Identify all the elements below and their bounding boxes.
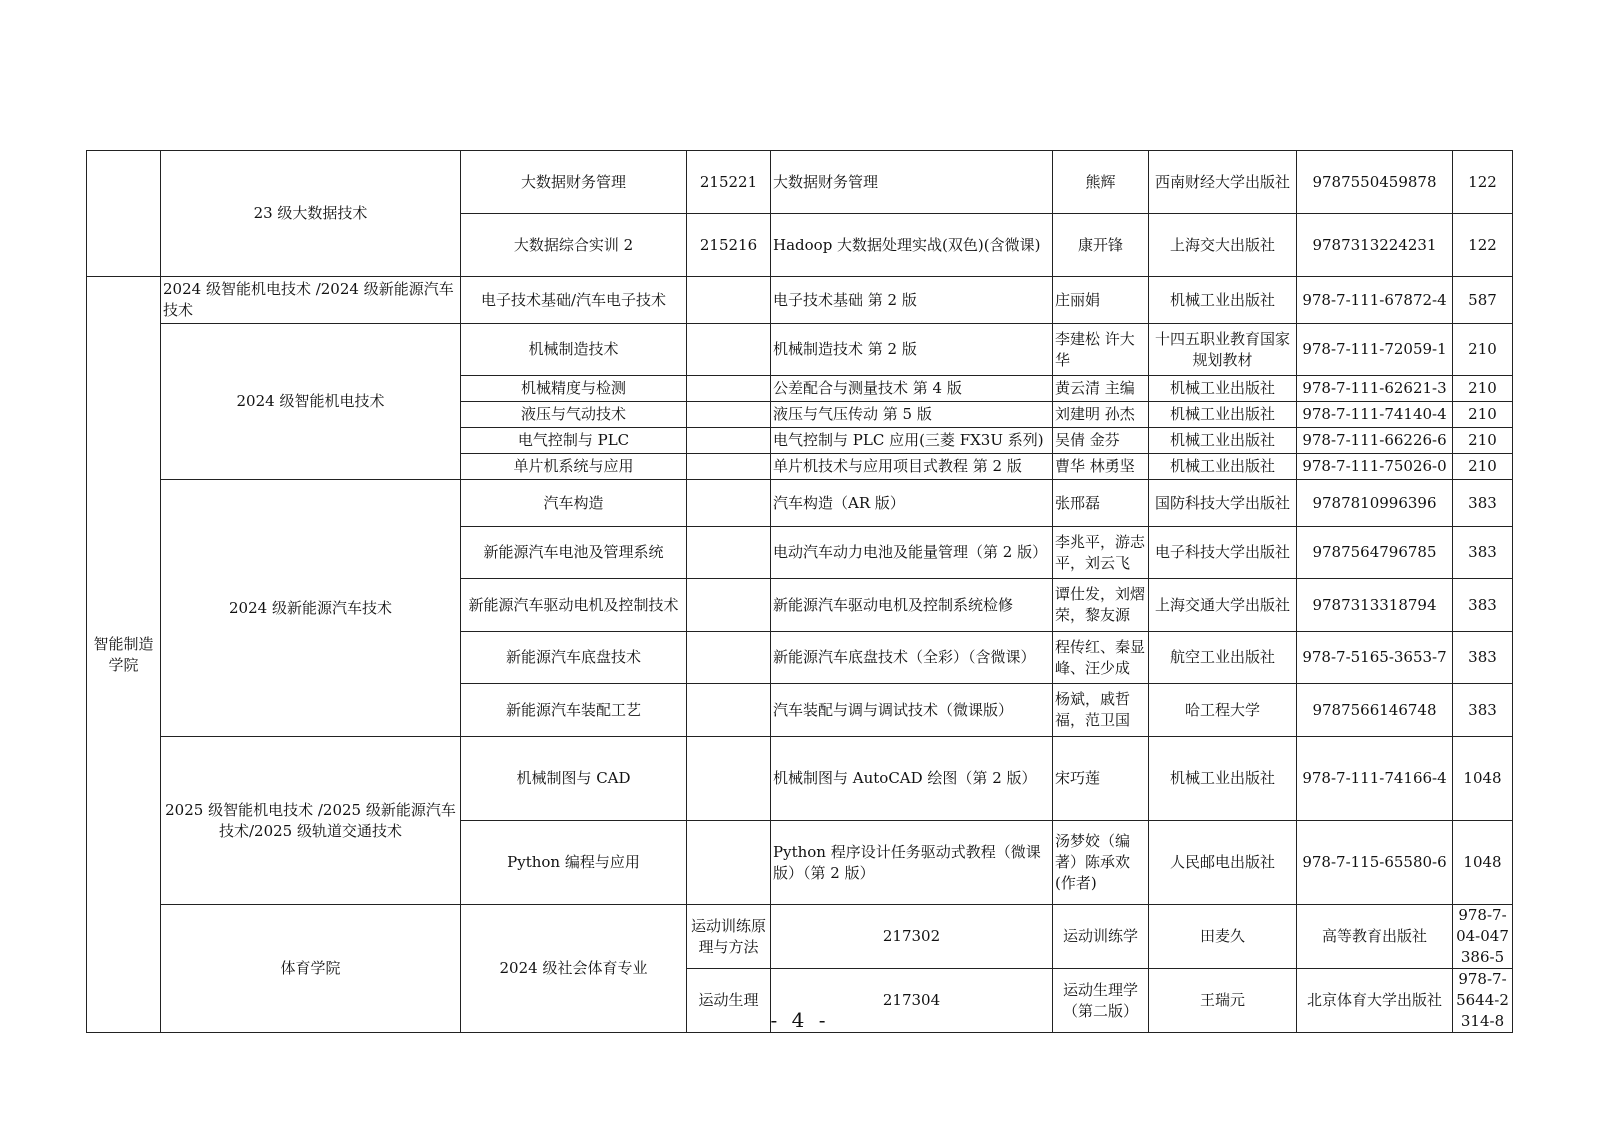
author-cell: 田麦久 [1149,905,1297,969]
quantity-cell: 210 [1453,324,1513,376]
publisher-cell: 上海交大出版社 [1149,214,1297,277]
course-code-cell [687,480,771,527]
textbook-cell: Hadoop 大数据处理实战(双色)(含微课) [771,214,1053,277]
publisher-cell: 电子科技大学出版社 [1149,527,1297,579]
major-cell: 23 级大数据技术 [161,151,461,277]
textbook-cell: 新能源汽车驱动电机及控制系统检修 [771,579,1053,632]
quantity-cell: 1048 [1453,821,1513,905]
author-cell: 黄云清 主编 [1053,376,1149,402]
table-row [87,480,1513,527]
course-cell: 新能源汽车底盘技术 [461,632,687,684]
course-code-cell [687,428,771,454]
author-cell: 汤梦姣（编著）陈承欢(作者) [1053,821,1149,905]
quantity-cell: 122 [1453,151,1513,214]
major-cell: 2024 级社会体育专业 [461,905,687,1033]
publisher-cell: 西南财经大学出版社 [1149,151,1297,214]
publisher-cell: 高等教育出版社 [1297,905,1453,969]
isbn-cell: 978-7-111-75026-0 [1297,454,1453,480]
table-row [87,905,1513,969]
isbn-cell: 9787313318794 [1297,579,1453,632]
publisher-cell: 机械工业出版社 [1149,428,1297,454]
author-cell: 刘建明 孙杰 [1053,402,1149,428]
isbn-cell: 978-7-5644-2314-8 [1453,969,1513,1033]
course-cell: 大数据综合实训 2 [461,214,687,277]
course-cell: 机械制图与 CAD [461,737,687,821]
quantity-cell: 383 [1453,579,1513,632]
textbook-cell: 运动生理学（第二版） [1053,969,1149,1033]
textbook-cell: 新能源汽车底盘技术（全彩）（含微课） [771,632,1053,684]
course-cell: 机械精度与检测 [461,376,687,402]
publisher-cell: 哈工程大学 [1149,684,1297,737]
author-cell: 程传红、秦显峰、汪少成 [1053,632,1149,684]
quantity-cell: 587 [1453,277,1513,324]
quantity-cell: 383 [1453,527,1513,579]
course-code-cell [687,402,771,428]
course-cell: 电子技术基础/汽车电子技术 [461,277,687,324]
textbook-cell: 公差配合与测量技术 第 4 版 [771,376,1053,402]
textbook-cell: 汽车构造（AR 版） [771,480,1053,527]
textbook-cell: 单片机技术与应用项目式教程 第 2 版 [771,454,1053,480]
quantity-cell: 1048 [1453,737,1513,821]
course-code-cell [687,821,771,905]
quantity-cell: 383 [1453,684,1513,737]
course-code-cell [687,376,771,402]
table-row [87,737,1513,821]
isbn-cell: 978-7-111-74166-4 [1297,737,1453,821]
course-cell: 液压与气动技术 [461,402,687,428]
quantity-cell: 122 [1453,214,1513,277]
author-cell: 曹华 林勇坚 [1053,454,1149,480]
quantity-cell: 210 [1453,402,1513,428]
quantity-cell: 210 [1453,428,1513,454]
publisher-cell: 航空工业出版社 [1149,632,1297,684]
course-code-cell [687,454,771,480]
textbook-cell: 机械制图与 AutoCAD 绘图（第 2 版） [771,737,1053,821]
isbn-cell: 978-7-111-72059-1 [1297,324,1453,376]
author-cell: 康开锋 [1053,214,1149,277]
course-code-cell [687,737,771,821]
table-row [87,277,1513,324]
course-cell: 新能源汽车驱动电机及控制技术 [461,579,687,632]
publisher-cell: 机械工业出版社 [1149,454,1297,480]
publisher-cell: 机械工业出版社 [1149,402,1297,428]
textbook-cell: Python 程序设计任务驱动式教程（微课版）（第 2 版） [771,821,1053,905]
major-cell: 2024 级智能机电技术 /2024 级新能源汽车技术 [161,277,461,324]
publisher-cell: 机械工业出版社 [1149,277,1297,324]
table-row [87,151,1513,214]
author-cell: 熊辉 [1053,151,1149,214]
course-code-cell: 217302 [771,905,1053,969]
course-cell: 新能源汽车电池及管理系统 [461,527,687,579]
textbook-cell: 运动训练学 [1053,905,1149,969]
course-cell: Python 编程与应用 [461,821,687,905]
textbook-cell: 大数据财务管理 [771,151,1053,214]
course-cell: 单片机系统与应用 [461,454,687,480]
isbn-cell: 9787550459878 [1297,151,1453,214]
isbn-cell: 978-7-111-66226-6 [1297,428,1453,454]
quantity-cell: 383 [1453,632,1513,684]
course-code-cell [687,632,771,684]
course-code-cell: 215216 [687,214,771,277]
author-cell: 庄丽娟 [1053,277,1149,324]
course-code-cell [687,324,771,376]
college-cell [87,151,161,277]
course-code-cell: 215221 [687,151,771,214]
publisher-cell: 上海交通大学出版社 [1149,579,1297,632]
isbn-cell: 978-7-111-67872-4 [1297,277,1453,324]
publisher-cell: 北京体育大学出版社 [1297,969,1453,1033]
author-cell: 谭仕发，刘熠荣，黎友源 [1053,579,1149,632]
course-cell: 新能源汽车装配工艺 [461,684,687,737]
publisher-cell: 机械工业出版社 [1149,376,1297,402]
course-code-cell [687,684,771,737]
major-cell: 2025 级智能机电技术 /2025 级新能源汽车技术/2025 级轨道交通技术 [161,737,461,905]
course-code-cell: 217304 [771,969,1053,1033]
major-cell: 2024 级新能源汽车技术 [161,480,461,737]
author-cell: 王瑞元 [1149,969,1297,1033]
textbook-cell: 电子技术基础 第 2 版 [771,277,1053,324]
author-cell: 张邢磊 [1053,480,1149,527]
isbn-cell: 978-7-5165-3653-7 [1297,632,1453,684]
table-row [87,324,1513,376]
author-cell: 杨斌，戚哲福，范卫国 [1053,684,1149,737]
author-cell: 李兆平，游志平，刘云飞 [1053,527,1149,579]
course-code-cell [687,527,771,579]
quantity-cell: 383 [1453,480,1513,527]
course-cell: 大数据财务管理 [461,151,687,214]
quantity-cell: 210 [1453,454,1513,480]
major-cell: 2024 级智能机电技术 [161,324,461,480]
isbn-cell: 978-7-111-74140-4 [1297,402,1453,428]
isbn-cell: 9787566146748 [1297,684,1453,737]
publisher-cell: 国防科技大学出版社 [1149,480,1297,527]
author-cell: 李建松 许大华 [1053,324,1149,376]
textbook-cell: 机械制造技术 第 2 版 [771,324,1053,376]
quantity-cell: 210 [1453,376,1513,402]
page-number: - 4 - [770,1008,830,1032]
course-cell: 运动训练原理与方法 [687,905,771,969]
course-cell: 运动生理 [687,969,771,1033]
publisher-cell: 机械工业出版社 [1149,737,1297,821]
isbn-cell: 9787313224231 [1297,214,1453,277]
isbn-cell: 978-7-111-62621-3 [1297,376,1453,402]
author-cell: 宋巧莲 [1053,737,1149,821]
isbn-cell: 978-7-04-047386-5 [1453,905,1513,969]
isbn-cell: 9787564796785 [1297,527,1453,579]
course-cell: 机械制造技术 [461,324,687,376]
course-cell: 汽车构造 [461,480,687,527]
textbook-table [86,150,1513,1033]
textbook-cell: 液压与气压传动 第 5 版 [771,402,1053,428]
course-code-cell [687,579,771,632]
isbn-cell: 978-7-115-65580-6 [1297,821,1453,905]
textbook-cell: 电动汽车动力电池及能量管理（第 2 版） [771,527,1053,579]
course-cell: 电气控制与 PLC [461,428,687,454]
isbn-cell: 9787810996396 [1297,480,1453,527]
college-cell: 智能制造学院 [87,277,161,1033]
course-code-cell [687,277,771,324]
college-cell: 体育学院 [161,905,461,1033]
textbook-cell: 电气控制与 PLC 应用(三菱 FX3U 系列) [771,428,1053,454]
publisher-cell: 十四五职业教育国家规划教材 [1149,324,1297,376]
publisher-cell: 人民邮电出版社 [1149,821,1297,905]
textbook-cell: 汽车装配与调与调试技术（微课版） [771,684,1053,737]
author-cell: 吴倩 金芬 [1053,428,1149,454]
